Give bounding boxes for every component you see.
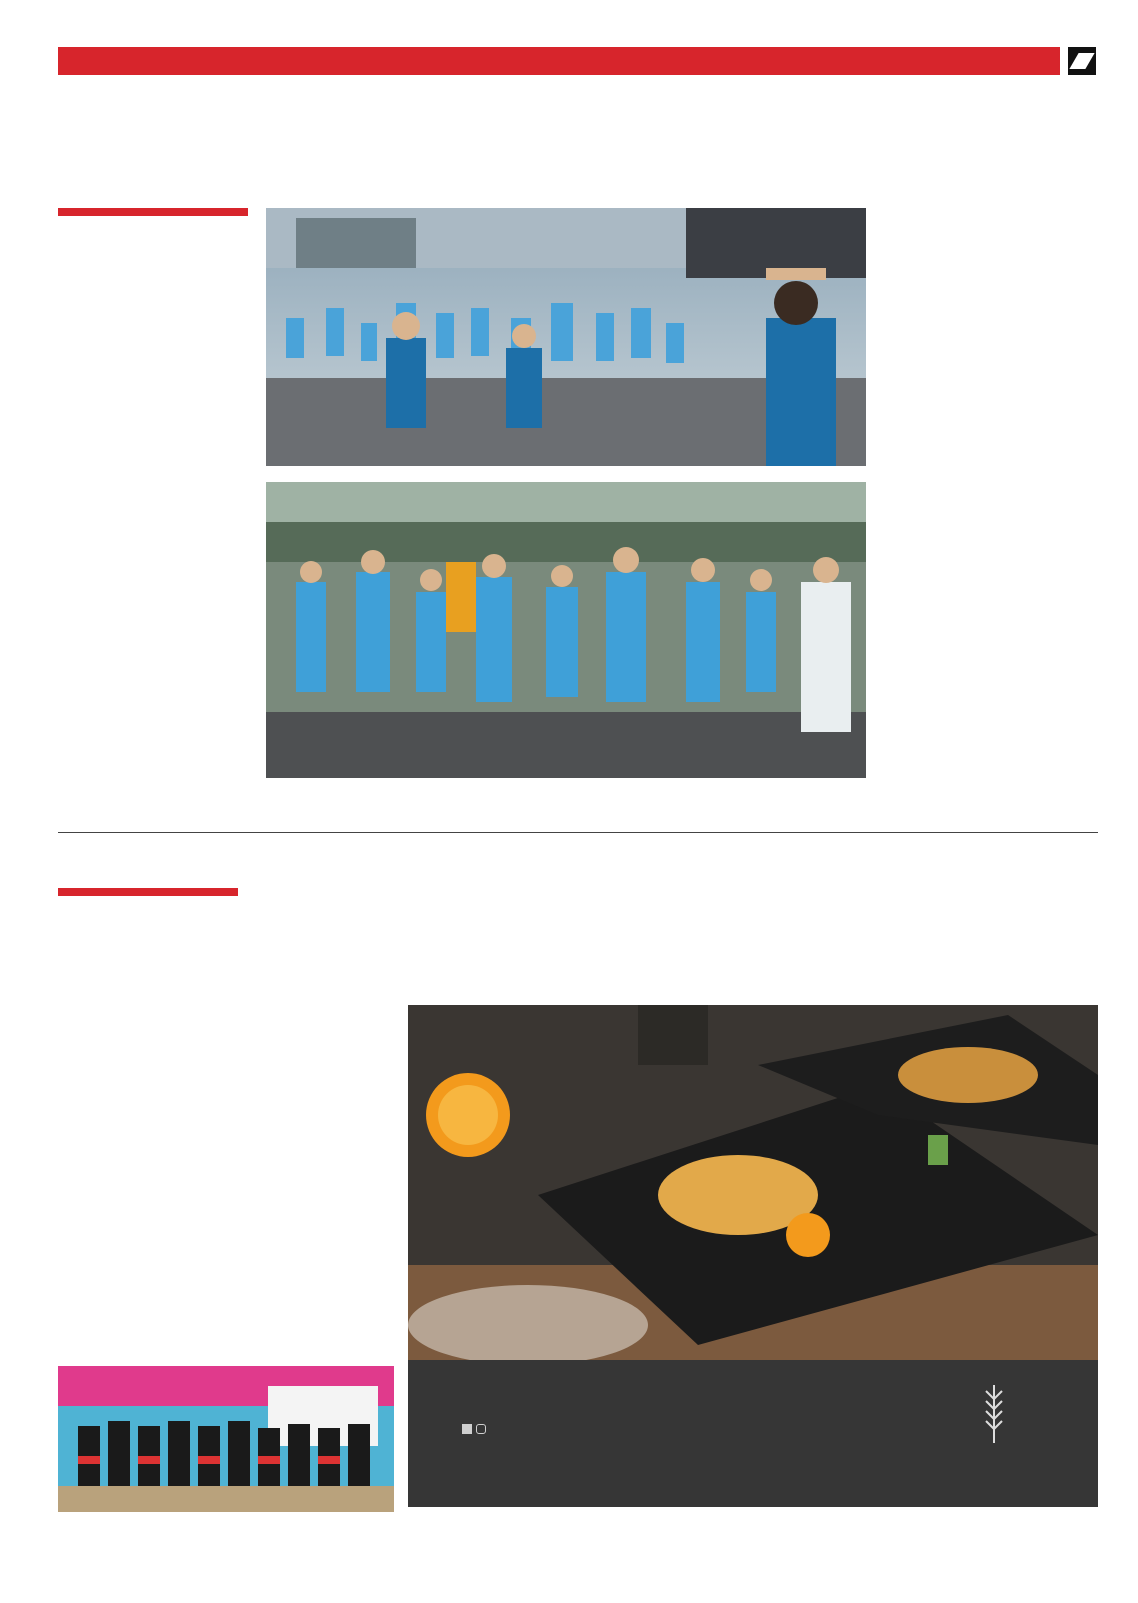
article1-column-2 [266, 706, 456, 790]
page-header-bar [58, 47, 1060, 75]
ad-food-photo [408, 1005, 1098, 1360]
article2-column-3 [408, 893, 558, 1001]
ad-social [462, 1423, 492, 1437]
facebook-icon [462, 1424, 472, 1434]
page-corner-icon [1068, 47, 1096, 75]
section-divider [58, 832, 1098, 833]
article2-column-4 [570, 893, 720, 1001]
article1-column-3 [470, 706, 660, 790]
instagram-icon [476, 1424, 486, 1434]
advertisement-little-paris [408, 1005, 1098, 1507]
ad-brand-logo [934, 1375, 1054, 1495]
article2-column-1 [58, 978, 236, 1354]
article2-column-5 [734, 893, 884, 1001]
article2-column-2 [246, 893, 396, 1354]
photo-exercise-crowd [266, 208, 866, 466]
photo-hilltribe-group [58, 1366, 394, 1512]
section-label-sports [58, 208, 248, 216]
article2-column-6 [897, 893, 1097, 1001]
section-label-hilltribe [58, 888, 238, 896]
wheat-icon [934, 1375, 1054, 1445]
article1-column-right [880, 208, 1070, 790]
article1-column-1 [58, 302, 248, 790]
footer-logos [862, 1572, 1098, 1594]
article1-column-4 [676, 706, 866, 790]
